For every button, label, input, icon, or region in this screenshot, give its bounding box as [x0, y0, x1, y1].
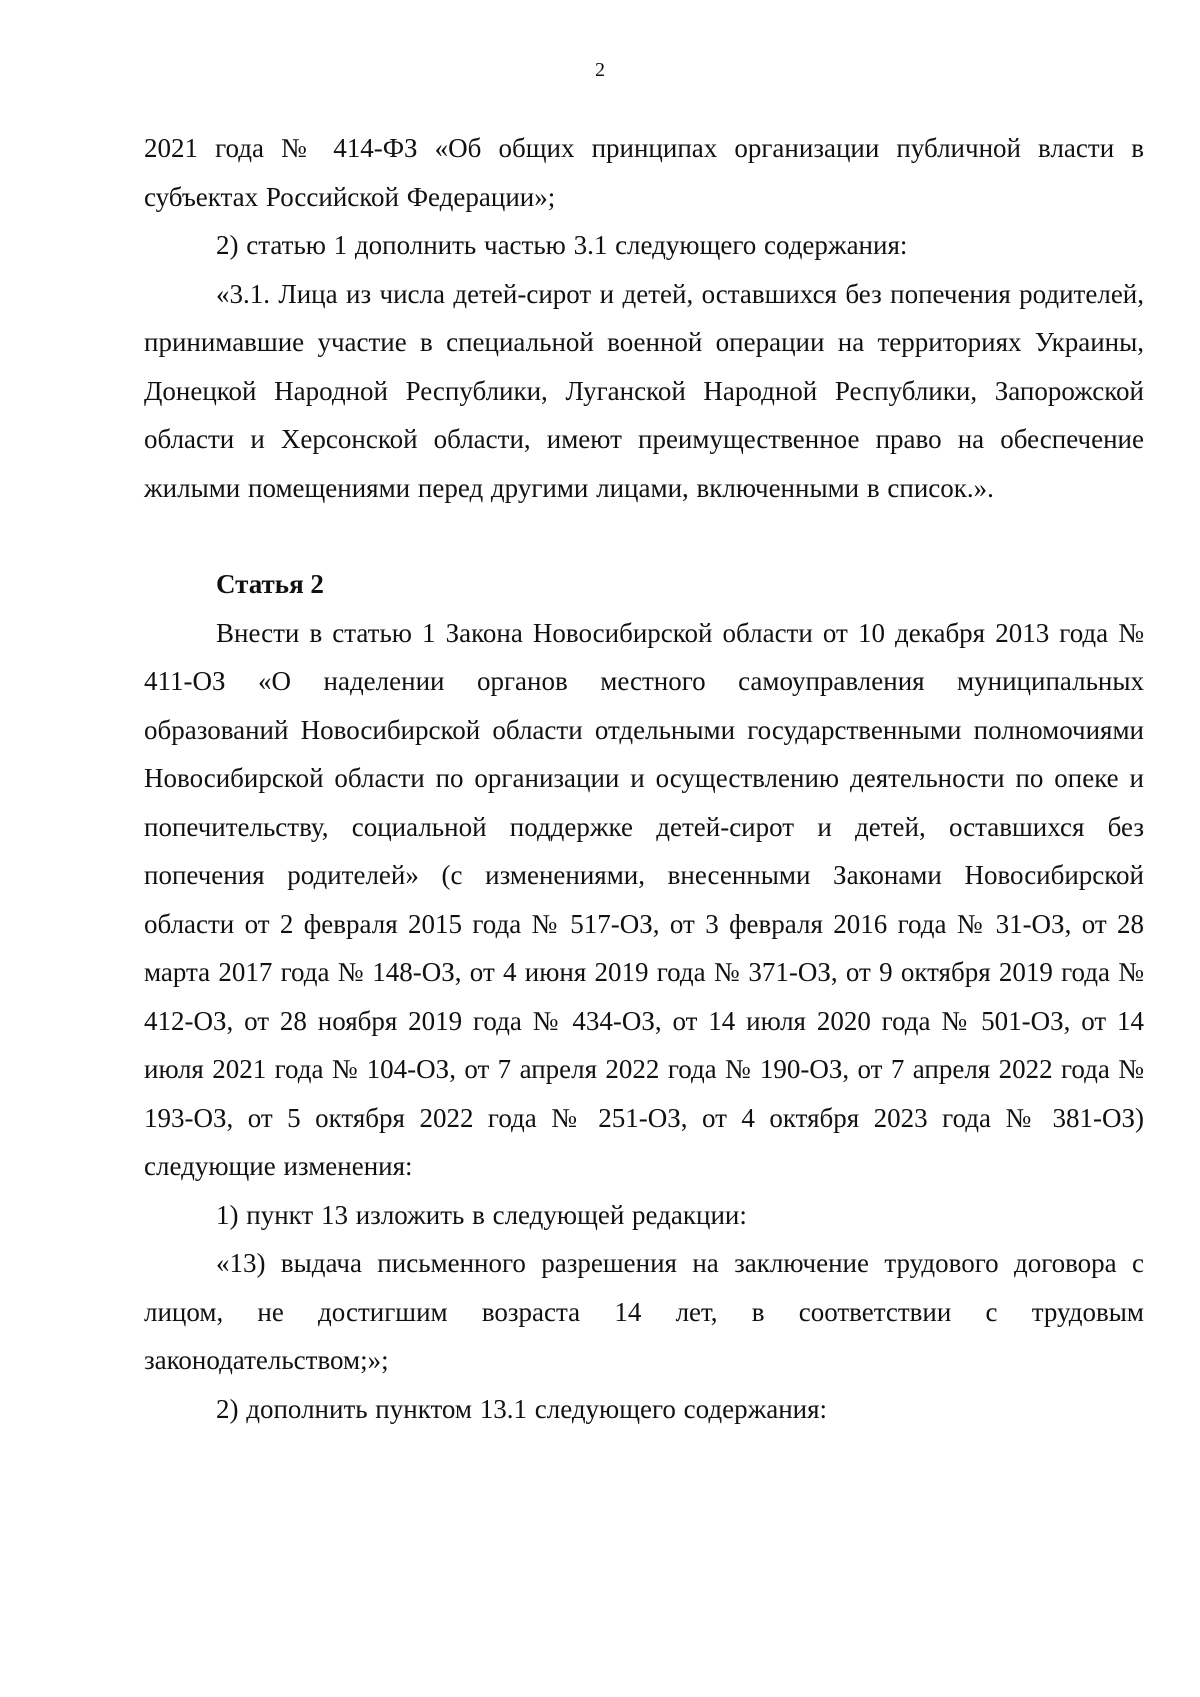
- document-body: [144, 124, 1144, 1433]
- paragraph-law-reference-continuation: 2021 года № 414-ФЗ «Об общих принципах организации публичной власти в субъектах Российской Федерации»;: [144, 133, 1144, 212]
- article-heading: Статья 2: [216, 569, 324, 599]
- paragraph-part-3-1-text: «3.1. Лица из числа детей-сирот и детей, оставшихся без попечения родителей, принимавшие участие в специальной военной операции на территориях Украины, Донецкой Народной Республики, Луганской Народной Республики, Запорожской области и Херсонской области, имеют преимущественное право на обеспечение жилыми помещениями перед другими лицами, включенными в список.».: [144, 278, 1144, 503]
- page-number: 2: [595, 59, 605, 81]
- paragraph-amendment-item-2-article-2: 2) дополнить пунктом 13.1 следующего содержания:: [216, 1393, 828, 1424]
- paragraph-amendment-item-2: 2) статью 1 дополнить частью 3.1 следующего содержания:: [216, 230, 908, 260]
- paragraph-amendment-item-1: 1) пункт 13 изложить в следующей редакции:: [216, 1199, 747, 1230]
- paragraph-point-13-text: «13) выдача письменного разрешения на заключение трудового договора с лицом, не достигшим возраста 14 лет, в соответствии с трудовым законодательством;»;: [144, 1248, 1144, 1375]
- paragraph-article-2-intro: Внести в статью 1 Закона Новосибирской области от 10 декабря 2013 года № 411-ОЗ «О наделении органов местного самоуправления муниципальных образований Новосибирской области отдельными государственными полномочиями Новосибирской области по организации и осуществлению деятельности по опеке и попечительству, социальной поддержке детей-сирот и детей, оставшихся без попечения родителей» (с изменениями, внесенными Законами Новосибирской области от 2 февраля 2015 года № 517-ОЗ, от 3 февраля 2016 года № 31-ОЗ, от 28 марта 2017 года № 148-ОЗ, от 4 июня 2019 года № 371-ОЗ, от 9 октября 2019 года № 412-ОЗ, от 28 ноября 2019 года № 434-ОЗ, от 14 июля 2020 года № 501-ОЗ, от 14 июля 2021 года № 104-ОЗ, от 7 апреля 2022 года № 190-ОЗ, от 7 апреля 2022 года № 193-ОЗ, от 5 октября 2022 года № 251-ОЗ, от 4 октября 2023 года № 381-ОЗ) следующие изменения:: [144, 617, 1144, 1181]
